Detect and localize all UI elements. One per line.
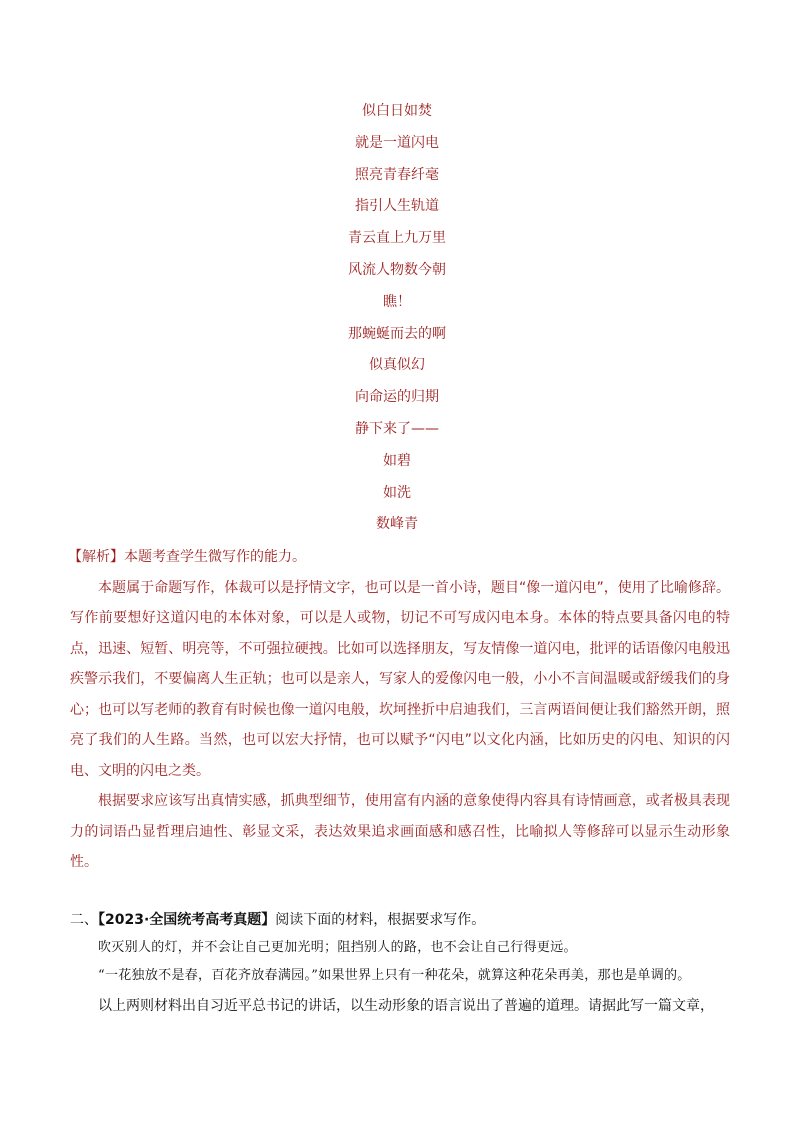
poem-line: 如洗 bbox=[383, 484, 411, 501]
question-number: 二、 bbox=[70, 912, 98, 928]
poem-line: 如碧 bbox=[383, 452, 411, 469]
poem-line: 静下来了—— bbox=[355, 420, 439, 437]
analysis-paragraph-1: 本题属于命题写作，体裁可以是抒情文字，也可以是一首小诗，题目“像一道闪电”，使用了比喻修辞。写作前要想好这道闪电的本体对象，可以是人或物，切记不可写成闪电本身。本体的特点要具备闪电的特点，迅速、短暂、明亮等，不可强拉硬拽。比如可以选择朋友，写友情像一道闪电，批评的话语像闪电般迅疾警示我们，不要偏离人生正轨；也可以是亲人，写家人的爱像闪电一般，小小不言间温暖或舒缓我们的身心；也可以写老师的教育有时候也像一道闪电般，坎坷挫折中启迪我们，三言两语间便让我们豁然开朗，照亮了我们的人生路。当然，也可以宏大抒情，也可以赋予“闪电”以文化内涵，比如历史的闪电、知识的闪电、文明的闪电之类。 bbox=[70, 579, 730, 779]
question-heading bbox=[70, 906, 730, 934]
poem-line: 风流人物数今朝 bbox=[348, 261, 446, 278]
material-1: 吹灭别人的灯，并不会让自己更加光明；阻挡别人的路，也不会让自己行得更远。 bbox=[98, 940, 577, 955]
poem-line: 照亮青春纤毫 bbox=[355, 166, 439, 183]
poem-line: 瞧！ bbox=[383, 293, 411, 310]
material-2: “一花独放不是春，百花齐放春满园。”如果世界上只有一种花朵，就算这种花朵再美，那也是单调的。 bbox=[98, 968, 691, 983]
analysis-tag: 【解析】 bbox=[68, 549, 124, 565]
question-section bbox=[70, 906, 730, 1022]
poem-line: 指引人生轨道 bbox=[355, 198, 439, 215]
poem-line: 那蜿蜒而去的啊 bbox=[348, 325, 446, 342]
analysis-intro bbox=[68, 542, 730, 573]
poem-line: 似白日如焚 bbox=[362, 103, 432, 119]
poem-line: 就是一道闪电 bbox=[355, 134, 439, 151]
analysis-section bbox=[70, 542, 730, 878]
poem-line: 向命运的归期 bbox=[355, 389, 439, 406]
poem bbox=[0, 98, 794, 543]
question-instruction: 阅读下面的材料，根据要求写作。 bbox=[275, 912, 486, 928]
question-source: 【2023·全国统考高考真题】 bbox=[98, 912, 276, 928]
poem-line: 青云直上九万里 bbox=[348, 230, 446, 247]
analysis-intro-text: 本题考查学生微写作的能力。 bbox=[124, 549, 306, 565]
analysis-paragraph-2: 根据要求应该写出真情实感，抓典型细节，使用富有内涵的意象使得内容具有诗情画意，或者极具表现力的词语凸显哲理启迪性、彰显文采，表达效果追求画面感和感召性，比喻拟人等修辞可以显示生动形象性。 bbox=[70, 793, 730, 870]
writing-prompt: 以上两则材料出自习近平总书记的讲话，以生动形象的语言说出了普遍的道理。请据此写一篇文章， bbox=[98, 998, 714, 1014]
poem-line: 似真似幻 bbox=[369, 357, 425, 374]
poem-line: 数峰青 bbox=[376, 516, 418, 533]
